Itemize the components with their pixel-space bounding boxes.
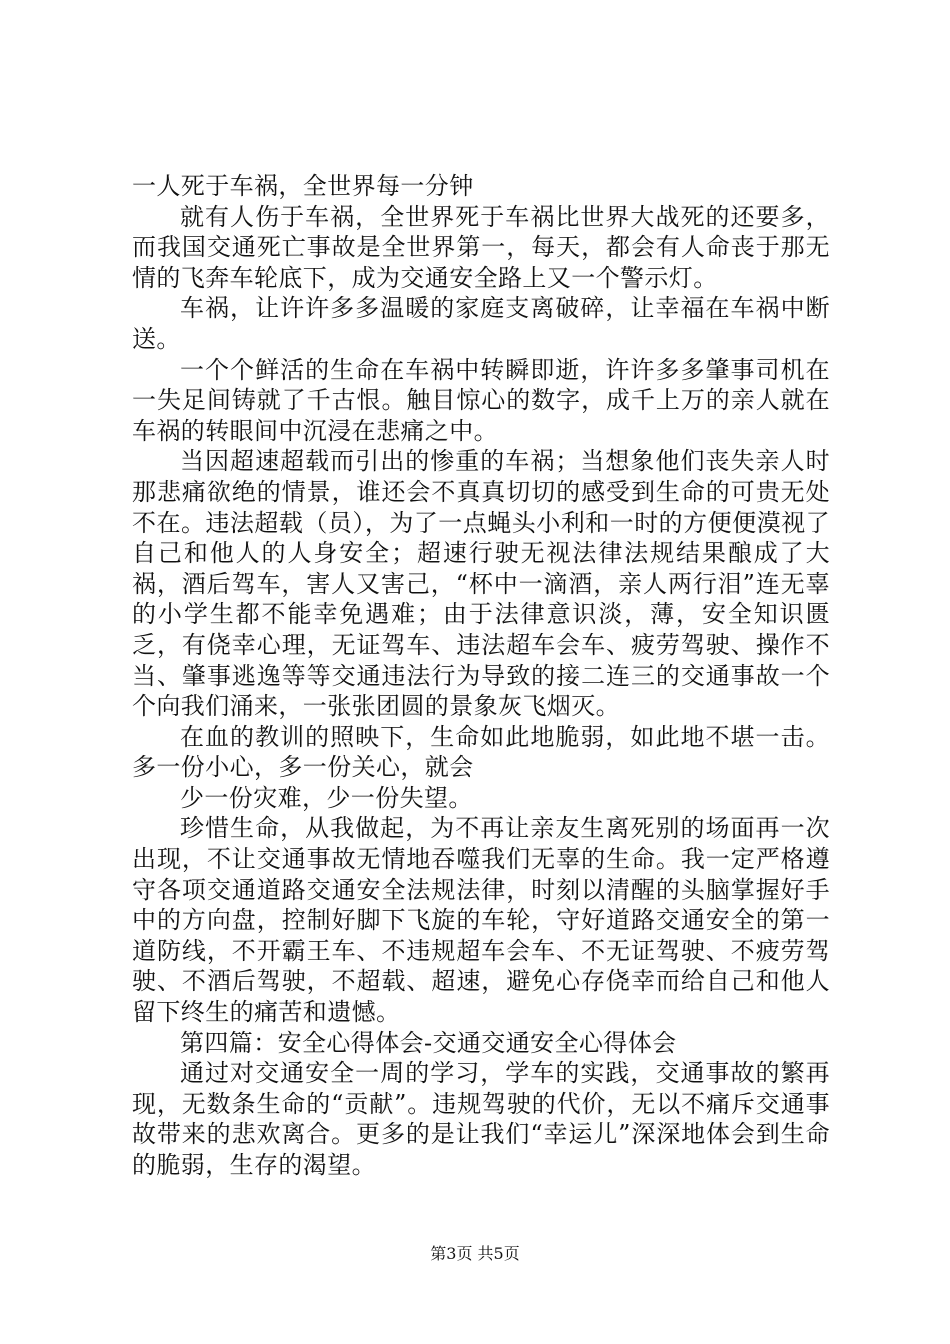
paragraph-2: 就有人伤于车祸，全世界死于车祸比世界大战死的还要多，而我国交通死亡事故是全世界第一，每天，都会有人命丧于那无情的飞奔车轮底下，成为交通安全路上又一个警示灯。 [132,202,830,292]
paragraph-8: 珍惜生命，从我做起，为不再让亲友生离死别的场面再一次出现，不让交通事故无情地吞噬我们无辜的生命。我一定严格遵守各项交通道路交通安全法规法律，时刻以清醒的头脑掌握好手中的方向盘，控制好脚下飞旋的车轮，守好道路交通安全的第一道防线，不开霸王车、不违规超车会车、不无证驾驶、不疲劳驾驶、不酒后驾驶，不超载、超速，避免心存侥幸而给自己和他人留下终生的痛苦和遗憾。 [132,814,830,1027]
paragraph-7: 少一份灾难，少一份失望。 [180,783,473,812]
paragraph-5: 当因超速超载而引出的惨重的车祸；当想象他们丧失亲人时那悲痛欲绝的情景，谁还会不真真切切的感受到生命的可贵无处不在。违法超载（员），为了一点蝇头小利和一时的方便便漠视了自己和他人的人身安全；超速行驶无视法律法规结果酿成了大祸，酒后驾车，害人又害己，“杯中一滴酒，亲人两行泪”连无辜的小学生都不能幸免遇难；由于法律意识淡，薄，安全知识匮乏，有侥幸心理，无证驾车、违法超车会车、疲劳驾驶、操作不当、肇事逃逸等等交通违法行为导致的接二连三的交通事故一个个向我们涌来，一张张团圆的景象灰飞烟灭。 [132,447,830,721]
paragraph-6: 在血的教训的照映下，生命如此地脆弱，如此地不堪一击。多一份小心，多一份关心，就会 [132,722,830,782]
paragraph-10: 通过对交通安全一周的学习，学车的实践，交通事故的繁再现，无数条生命的“贡献”。违规驾驶的代价，无以不痛斥交通事故带来的悲欢离合。更多的是让我们“幸运儿”深深地体会到生命的脆弱，生存的渴望。 [132,1059,830,1179]
page-number-footer: 第3页 共5页 [430,1244,520,1263]
paragraph-4: 一个个鲜活的生命在车祸中转瞬即逝，许许多多肇事司机在一失足间铸就了千古恨。触目惊心的数字，成千上万的亲人就在车祸的转眼间中沉浸在悲痛之中。 [132,355,830,445]
document-body [132,171,830,1181]
section-heading: 第四篇：安全心得体会-交通交通安全心得体会 [180,1028,677,1057]
paragraph-3: 车祸，让许许多多温暖的家庭支离破碎，让幸福在车祸中断送。 [132,294,830,353]
paragraph-1: 一人死于车祸，全世界每一分钟 [132,172,474,200]
